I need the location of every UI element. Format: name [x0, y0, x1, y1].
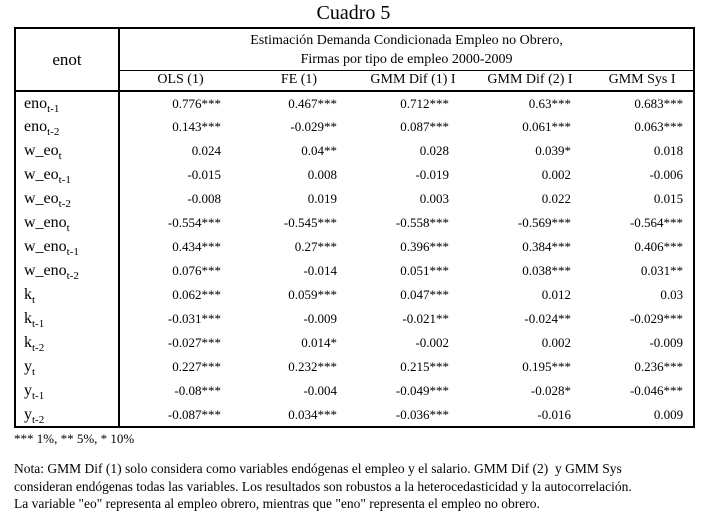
- table-note: [14, 460, 700, 513]
- value-cell: -0.015: [187, 167, 221, 182]
- row-label: eno$_{t-2}$: [15, 115, 119, 139]
- table-row: [15, 331, 694, 355]
- value-cell: 0.061***: [522, 119, 571, 134]
- value-cell: -0.029***: [629, 311, 684, 326]
- column-header: FE (1): [241, 71, 357, 92]
- value-cell: -0.019: [415, 167, 449, 182]
- row-label: $w\_eo_{t-2}$: [15, 187, 119, 211]
- value-cell: 0.034***: [288, 406, 337, 422]
- value-cell: -0.009: [303, 311, 337, 326]
- table-spanning-title: [119, 28, 694, 71]
- row-label: $w\_eo_{t-1}$: [15, 163, 119, 187]
- value-cell: -0.08***: [174, 383, 221, 398]
- value-cell: 0.028: [419, 143, 449, 158]
- table-title-line1: Estimación Demanda Condicionada Empleo no Obrero,: [250, 33, 563, 48]
- value-cell: -0.569***: [517, 215, 571, 230]
- row-label: $y_{t-2}$: [15, 403, 119, 427]
- row-label: $y_{t-1}$: [15, 379, 119, 403]
- table-header-title-row: [15, 28, 694, 71]
- value-cell: 0.008: [307, 167, 337, 182]
- value-cell: 0.012: [541, 287, 571, 302]
- value-cell: -0.002: [415, 335, 449, 350]
- row-label: $y_t$: [15, 355, 119, 379]
- value-cell: 0.051***: [400, 263, 449, 278]
- value-cell: 0.143***: [172, 119, 221, 134]
- value-cell: -0.014: [303, 263, 337, 278]
- value-cell: 0.396***: [400, 239, 449, 254]
- value-cell: -0.029**: [290, 119, 337, 134]
- table-row: [15, 355, 694, 379]
- row-label: w_eno$_{t-1}$: [15, 235, 119, 259]
- value-cell: -0.028*: [530, 383, 571, 398]
- value-cell: 0.009: [653, 406, 684, 422]
- value-cell: 0.002: [541, 335, 571, 350]
- column-header: OLS (1): [119, 71, 241, 92]
- value-cell: 0.039*: [535, 143, 571, 158]
- value-cell: -0.046***: [629, 383, 684, 398]
- value-cell: 0.087***: [400, 119, 449, 134]
- value-cell: 0.038***: [522, 263, 571, 278]
- value-cell: -0.004: [303, 383, 337, 398]
- value-cell: 0.002: [541, 167, 571, 182]
- value-cell: -0.031***: [167, 311, 221, 326]
- value-cell: 0.683***: [634, 95, 684, 111]
- value-cell: 0.031**: [640, 263, 684, 278]
- row-label: w_eno$_t$: [15, 211, 119, 235]
- column-header: GMM Dif (1) I: [357, 71, 469, 92]
- value-cell: -0.036***: [395, 406, 449, 422]
- value-cell: 0.27***: [294, 239, 337, 254]
- table-row: [15, 259, 694, 283]
- value-cell: 0.063***: [634, 119, 684, 134]
- row-label: $w\_eo_t$: [15, 139, 119, 163]
- note-line: Nota: GMM Dif (1) solo considera como variables endógenas el empleo y el salario. GMM Dif (2) y GMM Sys: [14, 461, 622, 476]
- value-cell: -0.016: [537, 406, 571, 422]
- table-row: [15, 211, 694, 235]
- value-cell: -0.024**: [524, 311, 571, 326]
- value-cell: 0.024: [191, 143, 221, 158]
- note-line: La variable "eo" representa al empleo obrero, mientras que "eno" representa el empleo no obrero.: [14, 496, 540, 511]
- row-label: $k_{t-2}$: [15, 331, 119, 355]
- table-row: [15, 235, 694, 259]
- value-cell: -0.558***: [395, 215, 449, 230]
- column-header: GMM Sys I: [591, 71, 694, 92]
- value-cell: -0.008: [187, 191, 221, 206]
- value-cell: -0.009: [649, 335, 684, 350]
- table-title-line2: Firmas por tipo de empleo 2000-2009: [300, 52, 513, 67]
- row-label: $k_{t-1}$: [15, 307, 119, 331]
- table-row: [15, 379, 694, 403]
- value-cell: 0.63***: [528, 95, 571, 111]
- value-cell: 0.776***: [172, 95, 221, 111]
- table-row: [15, 91, 694, 115]
- value-cell: 0.467***: [288, 95, 337, 111]
- value-cell: -0.049***: [395, 383, 449, 398]
- table-row: [15, 403, 694, 427]
- value-cell: -0.087***: [167, 406, 221, 422]
- value-cell: 0.019: [307, 191, 337, 206]
- row-label: $k_t$: [15, 283, 119, 307]
- corner-header: enot: [15, 28, 119, 91]
- value-cell: 0.015: [653, 191, 684, 206]
- value-cell: 0.227***: [172, 359, 221, 374]
- value-cell: 0.018: [653, 143, 684, 158]
- value-cell: -0.027***: [167, 335, 221, 350]
- value-cell: 0.062***: [172, 287, 221, 302]
- value-cell: 0.04**: [301, 143, 337, 158]
- value-cell: 0.076***: [172, 263, 221, 278]
- row-label: eno$_{t-1}$: [15, 91, 119, 115]
- value-cell: -0.564***: [629, 215, 684, 230]
- value-cell: 0.003: [419, 191, 449, 206]
- value-cell: -0.554***: [167, 215, 221, 230]
- value-cell: 0.384***: [522, 239, 571, 254]
- value-cell: 0.047***: [400, 287, 449, 302]
- table-row: [15, 307, 694, 331]
- table-row: [15, 115, 694, 139]
- value-cell: 0.712***: [400, 95, 449, 111]
- significance-legend: *** 1%, ** 5%, * 10%: [14, 431, 135, 446]
- table-row: [15, 163, 694, 187]
- regression-table: [14, 27, 695, 428]
- value-cell: 0.014*: [301, 335, 337, 350]
- table-row: [15, 283, 694, 307]
- value-cell: -0.021**: [402, 311, 449, 326]
- value-cell: 0.03: [660, 287, 684, 302]
- row-label: w_eno$_{t-2}$: [15, 259, 119, 283]
- table-row: [15, 187, 694, 211]
- note-line: consideran endógenas todas las variables. Los resultados son robustos a la heterocedasticidad y la autocorrelación.: [14, 478, 632, 494]
- column-header: GMM Dif (2) I: [469, 71, 591, 92]
- value-cell: 0.236***: [634, 359, 684, 374]
- table-caption: Cuadro 5: [316, 2, 391, 24]
- value-cell: 0.022: [541, 191, 571, 206]
- value-cell: 0.434***: [172, 239, 221, 254]
- table-row: [15, 139, 694, 163]
- value-cell: 0.059***: [288, 287, 337, 302]
- value-cell: -0.545***: [283, 215, 337, 230]
- value-cell: -0.006: [649, 167, 684, 182]
- value-cell: 0.232***: [288, 359, 337, 374]
- value-cell: 0.406***: [634, 239, 684, 254]
- value-cell: 0.215***: [400, 359, 449, 374]
- value-cell: 0.195***: [522, 359, 571, 374]
